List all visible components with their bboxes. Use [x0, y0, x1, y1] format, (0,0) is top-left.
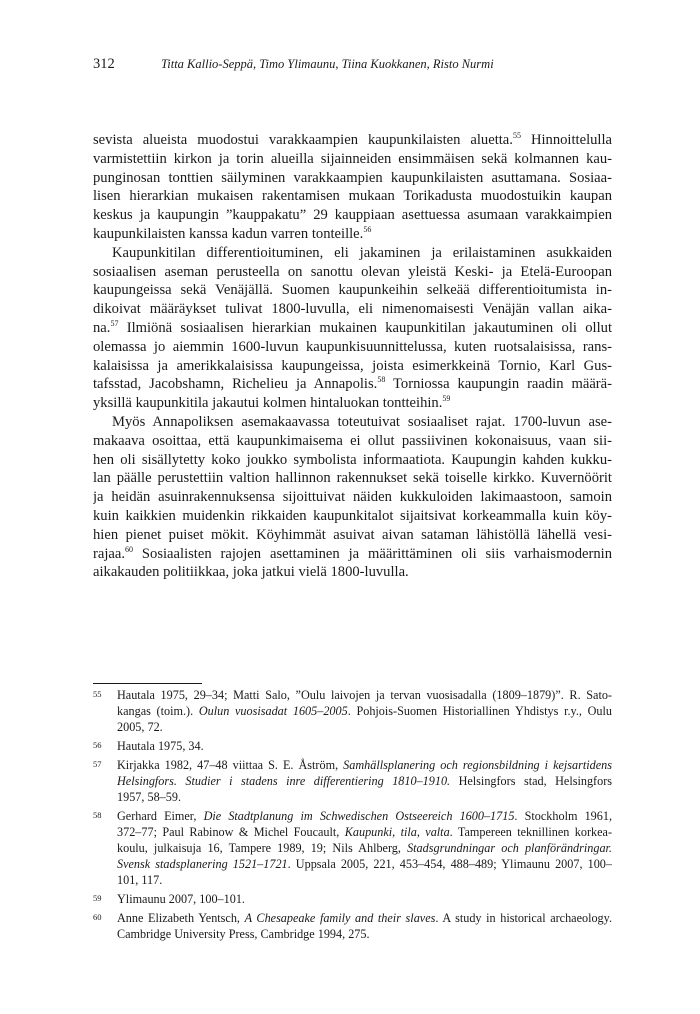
- cited-title: A Chesapeake family and their slaves: [244, 911, 436, 925]
- text-line: kaupungeissa sekä Venäjällä. Suomen kaupunkeihin selkeää differentioitumista in-: [93, 282, 612, 299]
- footnote-ref[interactable]: 57: [110, 318, 119, 328]
- footnote-line: [117, 824, 612, 840]
- footnote-line: [117, 856, 612, 872]
- text-run: 372–77; Paul Rabinow & Michel Foucault,: [117, 825, 345, 839]
- footnote-ref[interactable]: 58: [377, 375, 386, 385]
- footnote-ref[interactable]: 60: [125, 544, 133, 554]
- text-run: . Stockholm 1961,: [514, 809, 612, 823]
- running-head-authors: Titta Kallio-Seppä, Timo Ylimaunu, Tiina Kuokkanen, Risto Nurmi: [161, 57, 494, 71]
- text-line: hien pienet puiset mökit. Köyhimmät asuivat aivan sataman lähistöllä lähellä vesi-: [93, 526, 612, 543]
- text-run: sevista alueista muodostui varakkaampien kaupunkilaisten aluetta.: [93, 132, 513, 148]
- text-run: Kirjakka 1982, 47–48 viittaa S. E. Åström,: [117, 758, 344, 772]
- text-run: Torniossa kaupungin raadin määrä-: [385, 376, 612, 393]
- footnote-ref[interactable]: 55: [512, 131, 521, 140]
- text-run: Hinnoittelulla: [520, 132, 612, 148]
- cited-title: Stadsgrundningar och planförändringar.: [407, 841, 612, 855]
- footnote-divider: [93, 683, 202, 684]
- text-line: olemassa jo aiemmin 1600-luvun kaupunkisuunnittelussa, kuten ruotsalaisissa, rans-: [93, 338, 612, 355]
- footnote-60: [93, 910, 612, 942]
- cited-title: Kaupunki, tila, valta: [344, 825, 450, 839]
- footnote-line: Cambridge University Press, Cambridge 1994, 275.: [117, 927, 370, 941]
- text-run: rajaa.: [93, 545, 125, 562]
- text-run: . Tampereen teknillinen korkea-: [449, 825, 612, 839]
- footnote-59: [93, 891, 612, 907]
- text-run: yksillä kaupunkitila jakautui kolmen hintaluokan tontteihin.: [93, 395, 443, 412]
- text-line: makaava osoittaa, että kaupunkimaisema ei ollut passiivinen kokonaisuus, vaan sii-: [93, 432, 612, 449]
- footnote-line: [117, 808, 612, 824]
- text-run: Gerhard Eimer,: [117, 809, 204, 823]
- footnote-line: [117, 757, 612, 773]
- footnote-line: Hautala 1975, 29–34; Matti Salo, ”Oulu laivojen ja tervan vuosisadalla (1809–1879)”. R. Sato-: [117, 688, 612, 702]
- text-line: Kaupunkitilan differentioituminen, eli jakaminen ja erilaistaminen asukkaiden: [112, 244, 612, 261]
- footnote-number: 57: [93, 759, 102, 769]
- text-line: [93, 545, 612, 564]
- paragraph: [93, 413, 612, 582]
- cited-title: Oulun vuosisadat 1605–2005: [198, 704, 348, 718]
- text-line: sosiaalisen aseman perusteella on sanottu olevan yleistä Keski- ja Etelä-Euroopan: [93, 263, 612, 280]
- text-run: Helsingfors stad, Helsingfors: [450, 774, 612, 788]
- text-run: Sosiaalisten rajojen asettaminen ja määrittäminen oli siis varhaismodernin: [133, 545, 612, 562]
- cited-title: Die Stadtplanung im Schwedischen Ostseereich 1600–1715: [203, 809, 515, 823]
- footnote-ref[interactable]: 56: [363, 224, 372, 234]
- footnote-line: [117, 773, 612, 789]
- footnote-number: 59: [93, 893, 102, 903]
- text-line: dikoivat määräykset tulivat 1800-luvulla, eli nimenomaisesti Venäjän vallan aika-: [93, 301, 612, 318]
- footnote-55: [93, 687, 612, 735]
- text-line: [93, 394, 612, 413]
- paragraph: [93, 244, 612, 413]
- footnote-ref[interactable]: 59: [442, 394, 451, 404]
- text-line: punginosan tonttien säilyminen varakkaampien kaupunkilaisten asuttamana. Sosiaa-: [93, 169, 612, 186]
- text-run: Anne Elizabeth Yentsch,: [117, 911, 245, 925]
- footnote-58: [93, 808, 612, 888]
- footnote-57: [93, 757, 612, 805]
- text-run: kangas (toim.).: [117, 704, 199, 718]
- text-run: kaupunkilaisten kanssa kadun varren tonteille.: [93, 225, 364, 242]
- page-number: 312: [93, 56, 115, 72]
- footnote-number: 58: [93, 810, 102, 820]
- text-line: keskus ja kaupungin ”kauppakatu” 29 kauppiaan asettuessa asumaan varakkaimpien: [93, 207, 612, 224]
- footnote-line: [117, 840, 612, 856]
- text-line: varmistettiin kirkon ja torin alueilla sijainneiden ensimmäisen sekä kolmannen kau-: [93, 150, 612, 167]
- text-line: kuin kaikkien muidenkin rikkaiden kaupunkitalot sijaitsivat korkeammalla kuin köy-: [93, 507, 612, 524]
- cited-title: Helsingfors. Studier i stadens inre differentiering 1810–1910.: [117, 774, 451, 788]
- cited-title: Samhällsplanering och regionsbildning i kejsartidens: [343, 758, 612, 772]
- text-line: lan päälle perustettiin valtion hallinnon rakennukset sekä toiselle kirkko. Kuvernöörit: [93, 470, 612, 487]
- text-run: na.: [93, 319, 111, 336]
- text-line: ja heidän asuinrakennuksensa sijoittuivat näiden kukkuloiden lakimaastoon, samoin: [93, 489, 612, 506]
- body-text: [93, 131, 612, 582]
- footnote-number: 56: [93, 740, 102, 750]
- footnote-line: 2005, 72.: [117, 720, 163, 734]
- text-line: [93, 131, 612, 150]
- text-line: aikakauden politiikkaa, joka jatkui vielä 1800-luvulla.: [93, 564, 409, 581]
- footnote-line: 101, 117.: [117, 873, 163, 887]
- footnote-line: Hautala 1975, 34.: [117, 739, 204, 753]
- text-line: [93, 319, 612, 338]
- text-line: Myös Annapoliksen asemakaavassa toteutuivat sosiaaliset rajat. 1700-luvun ase-: [112, 413, 612, 430]
- footnote-line: [117, 703, 612, 719]
- text-line: [93, 375, 612, 394]
- running-header: [93, 56, 613, 74]
- cited-title: Svensk stadsplanering 1521–1721: [117, 857, 288, 871]
- text-run: . Pohjois-Suomen Historiallinen Yhdistys r.y., Oulu: [347, 704, 612, 718]
- text-run: tafsstad, Jacobshamn, Richelieu ja Annapolis.: [93, 376, 378, 393]
- footnote-56: [93, 738, 612, 754]
- text-run: . Uppsala 2005, 221, 453–454, 488–489; Ylimaunu 2007, 100–: [287, 857, 612, 871]
- text-line: lisen hierarkian mukaisen rakentamisen mukaan Torikadusta muodostuikin kaupan: [93, 188, 612, 205]
- text-line: kalaisissa ja amerikkalaisissa kaupungeissa, joista esimerkkeinä Tornio, Karl Gus-: [93, 357, 612, 374]
- text-run: koulu, julkaisuja 16, Tampere 1989, 19; Nils Ahlberg,: [117, 841, 408, 855]
- text-line: [93, 225, 612, 244]
- footnote-line: 1957, 58–59.: [117, 790, 181, 804]
- text-run: Ilmiönä sosiaalisen hierarkian mukainen kaupunkitilan jakautuminen oli ollut: [118, 319, 612, 336]
- paragraph: [93, 131, 612, 244]
- footnote-line: Ylimaunu 2007, 100–101.: [117, 892, 245, 906]
- footnotes: [93, 687, 612, 945]
- footnote-line: [117, 910, 612, 926]
- footnote-number: 60: [93, 912, 102, 922]
- text-line: hen oli sisällytetty koko joukko symbolista informaatiota. Kaupungin kahden kukku-: [93, 451, 612, 468]
- text-run: . A study in historical archaeology.: [435, 911, 612, 925]
- footnote-number: 55: [93, 689, 102, 699]
